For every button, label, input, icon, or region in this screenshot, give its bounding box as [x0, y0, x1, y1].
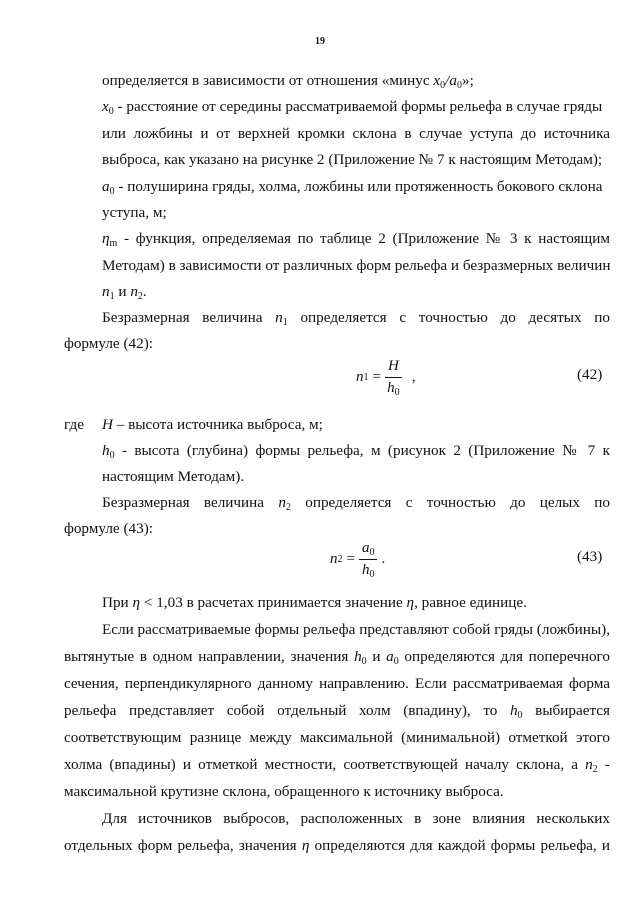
paragraph-line: холма (впадины) и отметкой местности, соответствующей началу склона, а $n_2$ - — [64, 756, 610, 775]
where-label: где — [64, 416, 84, 433]
paragraph-line: сечения, перпендикулярного данному направлению. Если рассматриваемая форма — [64, 675, 610, 692]
h-definition: H – высота источника выброса, м; — [102, 416, 323, 433]
h0-definition: $h_0$ - высота (глубина) формы рельефа, м (рисунок 2 (Приложение № 7 к — [102, 442, 610, 461]
eta-condition: При η < 1,03 в расчетах принимается значение η, равное единице. — [102, 594, 527, 611]
text-line: или ложбины и от верхней кромки склона в случае уступа до источника — [102, 125, 610, 142]
paragraph-line: максимальной крутизне склона, обращенного к источнику выброса. — [64, 783, 504, 800]
x0-definition: $x_0$ - расстояние от середины рассматриваемой формы рельефа в случае гряды — [102, 98, 603, 117]
text-line: формуле (43): — [64, 520, 153, 537]
eta-m-definition: $\eta_m$ - функция, определяемая по таблице 2 (Приложение № 3 к настоящим — [102, 230, 610, 249]
page-number: 19 — [315, 36, 325, 47]
n2-definition: Безразмерная величина $n_2$ определяется с точностью до целых по — [102, 494, 610, 513]
formula-43: n 2 = $\frac{a_0}{h_0}$ . — [330, 540, 386, 580]
paragraph-line: рельефа представляет собой отдельный холм (впадину), то $h_0$ выбирается — [64, 702, 610, 721]
paragraph-line: отдельных форм рельефа, значения η определяются для каждой формы рельефа, и — [64, 837, 610, 854]
paragraph-line: соответствующим разнице между максимальной (минимальной) отметкой этого — [64, 729, 610, 746]
equation-number: (43) — [577, 548, 603, 565]
paragraph-line: Для источников выбросов, расположенных в зоне влияния нескольких — [102, 810, 610, 827]
text-line: Методам) в зависимости от различных форм рельефа и безразмерных величин — [102, 257, 611, 274]
equation-number: (42) — [577, 366, 603, 383]
text-line: уступа, м; — [102, 204, 167, 221]
text-line: формуле (42): — [64, 335, 153, 352]
n1-definition: Безразмерная величина $n_1$ определяется с точностью до десятых по — [102, 309, 610, 328]
text-line: $n_1$ и $n_2$. — [102, 283, 147, 302]
a0-definition: $a_0$ - полуширина гряды, холма, ложбины или протяженность бокового склона — [102, 178, 603, 197]
formula-42: n 1 = $\frac{H}{h_0}$ , — [356, 358, 416, 398]
paragraph-line: вытянутые в одном направлении, значения $h_0$ и $a_0$ определяются для поперечного — [64, 648, 610, 667]
text-line: настоящим Методам). — [102, 468, 245, 485]
text-line: выброса, как указано на рисунке 2 (Приложение № 7 к настоящим Методам); — [102, 151, 603, 168]
text-line: определяется в зависимости от отношения «минус $x_0/a_0$»; — [102, 72, 474, 91]
paragraph-line: Если рассматриваемые формы рельефа представляют собой гряды (ложбины), — [102, 621, 610, 638]
